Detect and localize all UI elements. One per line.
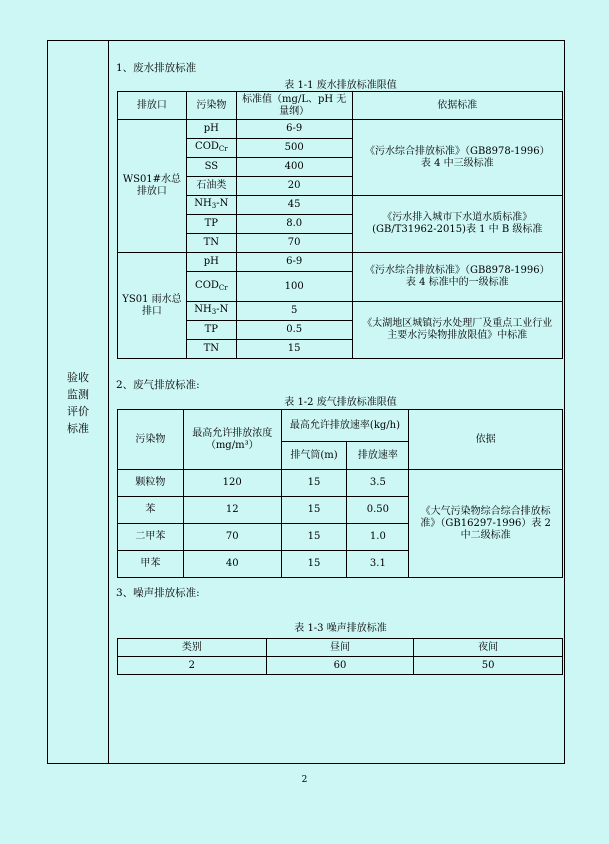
emission-rate: 0.50	[347, 497, 409, 524]
pollutant-name: COD	[195, 141, 219, 152]
basis-text: 《污水综合排放标准》（GB8978-1996）表 4 标准中的一级标准	[364, 265, 550, 288]
noise-heading: 3、噪声排放标准:	[116, 587, 200, 599]
basis	[409, 470, 563, 578]
air-table	[117, 409, 563, 578]
value: 8.0	[236, 215, 352, 234]
pollutant: TN	[186, 234, 236, 253]
table-1-2-caption: 表 1-2 废气排放标准限值	[284, 397, 397, 408]
category: 2	[118, 657, 267, 675]
concentration: 40	[183, 551, 281, 578]
basis	[352, 196, 562, 253]
value: 6-9	[236, 253, 352, 272]
nighttime-limit: 50	[414, 657, 563, 675]
value: 6-9	[236, 120, 352, 139]
outlet-ws01: WS01#水总排放口	[118, 120, 187, 253]
table-1-1-caption: 表 1-1 废水排放标准限值	[284, 80, 397, 91]
subscript: Cr	[218, 145, 228, 153]
basis	[352, 253, 562, 302]
pollutant-name: NH	[194, 198, 212, 209]
header-basis: 依据	[409, 410, 563, 470]
value: 400	[236, 158, 352, 177]
emission-rate: 1.0	[347, 524, 409, 551]
value: 500	[236, 139, 352, 158]
basis-text: 《污水排入城市下水道水质标准》(GB/T31962-2015)表 1 中 B 级标准	[372, 212, 543, 235]
air-heading: 2、废气排放标准:	[116, 379, 200, 391]
header-outlet: 排放口	[118, 92, 187, 120]
wastewater-heading: 1、废水排放标准	[116, 62, 197, 74]
side-label	[50, 369, 106, 437]
concentration: 12	[183, 497, 281, 524]
page-number: 2	[301, 775, 308, 785]
subscript: 3	[211, 202, 217, 210]
pollutant-name: NH	[194, 304, 212, 315]
header-pollutant: 污染物	[186, 92, 236, 120]
value: 70	[236, 234, 352, 253]
pollutant: 二甲苯	[118, 524, 184, 551]
stack-height: 15	[281, 497, 347, 524]
header-concentration	[183, 410, 281, 470]
wastewater-table	[117, 91, 563, 359]
value: 0.5	[236, 321, 352, 340]
stack-height: 15	[281, 551, 347, 578]
value: 5	[236, 302, 352, 321]
pollutant-suffix: -N	[216, 304, 229, 315]
basis-text: 《太湖地区城镇污水处理厂及重点工业行业主要水污染物排放限值》中标准	[362, 318, 553, 341]
pollutant: 石油类	[186, 177, 236, 196]
concentration: 70	[183, 524, 281, 551]
pollutant: SS	[186, 158, 236, 177]
header-speed: 排放速率	[347, 442, 409, 470]
pollutant: TP	[186, 215, 236, 234]
header-category: 类别	[118, 639, 267, 657]
header-pollutant: 污染物	[118, 410, 184, 470]
pollutant: 苯	[118, 497, 184, 524]
header-rate: 最高允许排放速率(kg/h)	[281, 410, 409, 442]
header-daytime: 昼间	[266, 639, 414, 657]
basis	[352, 302, 562, 359]
pollutant: pH	[186, 120, 236, 139]
side-label-line: 评价	[67, 405, 89, 418]
emission-rate: 3.5	[347, 470, 409, 497]
concentration-label: 最高允许排放浓度	[192, 427, 273, 439]
stack-height: 15	[281, 524, 347, 551]
side-label-line: 监测	[67, 388, 89, 401]
pollutant: pH	[186, 253, 236, 272]
header-value: 标准值（mg/L、pH 无量纲）	[236, 92, 352, 120]
frame-divider	[108, 40, 109, 764]
basis-text: 《大气污染物综合综合排放标准》（GB16297-1996）表 2 中二级标准	[420, 505, 551, 541]
value: 20	[236, 177, 352, 196]
pollutant	[186, 196, 236, 215]
concentration-unit: （mg/m³）	[205, 439, 259, 451]
basis	[352, 120, 562, 196]
header-stack: 排气筒(m)	[281, 442, 347, 470]
emission-rate: 3.1	[347, 551, 409, 578]
daytime-limit: 60	[266, 657, 414, 675]
basis-text: 《污水综合排放标准》（GB8978-1996）表 4 中三级标准	[364, 145, 550, 169]
outlet-ys01: YS01 雨水总排口	[118, 253, 187, 359]
pollutant: TP	[186, 321, 236, 340]
noise-table	[117, 638, 563, 675]
pollutant-name: COD	[195, 279, 219, 291]
header-basis: 依据标准	[352, 92, 562, 120]
subscript: Cr	[218, 283, 228, 292]
pollutant: 颗粒物	[118, 470, 184, 497]
table-1-3-caption: 表 1-3 噪声排放标准	[294, 623, 387, 634]
pollutant: 甲苯	[118, 551, 184, 578]
pollutant-suffix: -N	[216, 198, 229, 209]
side-label-line: 验收	[67, 371, 89, 384]
pollutant	[186, 302, 236, 321]
value: 15	[236, 340, 352, 359]
side-label-line: 标准	[67, 422, 89, 435]
pollutant	[186, 139, 236, 158]
pollutant	[186, 272, 236, 302]
pollutant: TN	[186, 340, 236, 359]
header-nighttime: 夜间	[414, 639, 563, 657]
subscript: 3	[211, 308, 217, 316]
stack-height: 15	[281, 470, 347, 497]
value: 45	[236, 196, 352, 215]
concentration: 120	[183, 470, 281, 497]
value: 100	[236, 272, 352, 302]
